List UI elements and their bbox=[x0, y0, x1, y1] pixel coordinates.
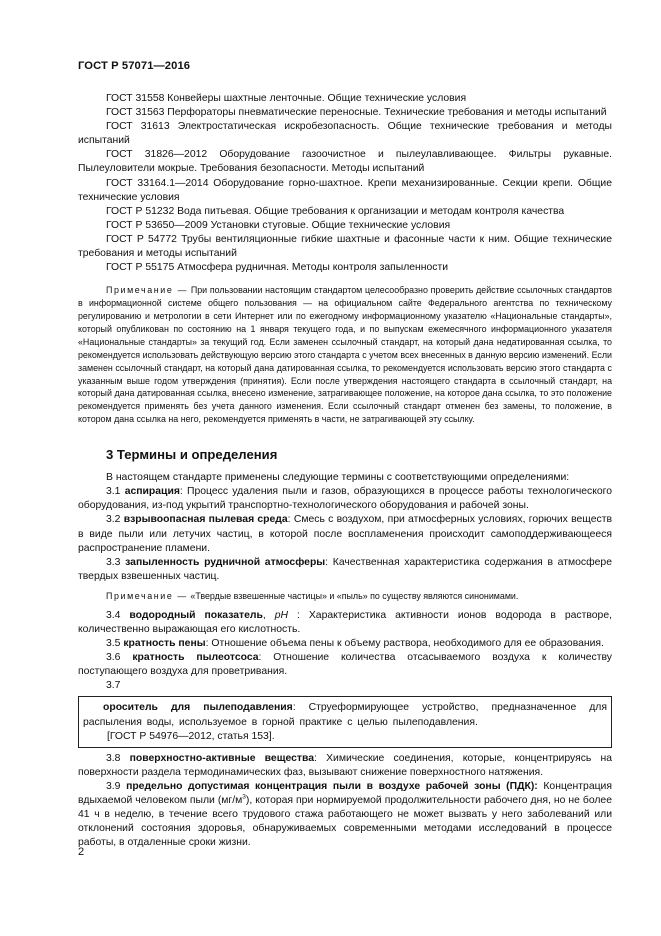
term-definition: : Струеформирующее устройство, предназначенное для распыления воды, используемое в горной практике с целью пылеподавления. bbox=[83, 702, 608, 728]
note-text: При пользовании настоящим стандартом целесообразно проверить действие ссылочных стандартов в информационной системе общего пользования — на официальном сайте Федерального агентства по техническому регулированию и метрологии в сети Интернет или по ежегодному информационному указателю «Национальные стандарты», который опубликован по состоянию на 1 января текущего года, и по выпускам ежемесячного информационного указателя «Национальные стандарты» за текущий год. Если заменен ссылочный стандарт, на который дана недатированная ссылка, то рекомендуется использовать действующую версию этого стандарта с учетом всех внесенных в данную версию изменений. Если заменен ссылочный стандарт, на который дана датированная ссылка, то рекомендуется использовать версию этого стандарта с указанным выше годом утверждения (принятия). Если после утверждения настоящего стандарта в ссылочный стандарт, на который дана датированная ссылка, внесено изменение, затрагивающее положение, на которое дана ссылка, то это положение рекомендуется применять без учета данного изменения. Если ссылочный стандарт отменен без замены, то положение, в котором дана ссылка на него, рекомендуется применять в части, не затрагивающей эту ссылку. bbox=[78, 285, 612, 425]
term-name: предельно допустимая концентрация пыли в воздухе рабочей зоны (ПДК): bbox=[126, 780, 538, 792]
term-number: 3.4 bbox=[106, 609, 121, 621]
reference-item: ГОСТ Р 53650—2009 Установки стуговые. Общие технические условия bbox=[106, 219, 451, 231]
document-body bbox=[78, 92, 612, 850]
reference-item: ГОСТ 31563 Перфораторы пневматические переносные. Технические требования и методы испытаний bbox=[106, 107, 607, 119]
term-definition: : Качественная характеристика содержания в атмосфере твердых взвешенных частиц. bbox=[78, 556, 612, 582]
reference-item: ГОСТ 31613 Электростатическая искробезопасность. Общие технические требования и методы испытаний bbox=[78, 121, 612, 147]
term-name: водородный показатель bbox=[129, 609, 263, 621]
term-name: кратность пены bbox=[123, 638, 206, 650]
section-intro: В настоящем стандарте применены следующие термины с соответствующими определениями: bbox=[106, 472, 570, 484]
term-number: 3.3 bbox=[106, 556, 121, 568]
term-definition: : Смесь с воздухом, при атмосферных условиях, горючих веществ в виде пыли или летучих частиц, в которой после воспламенения происходит самоподдерживающееся распространение пламени. bbox=[78, 514, 612, 554]
term-3-6 bbox=[78, 651, 612, 679]
references-list bbox=[78, 92, 612, 275]
term-name: ороситель для пылеподавления bbox=[103, 702, 293, 714]
term-definition: : Отношение объема пены к объему раствора, необходимого для ее образования. bbox=[205, 638, 604, 650]
term-number: 3.8 bbox=[106, 752, 121, 764]
reference-item: ГОСТ 33164.1—2014 Оборудование горно-шахтное. Крепи механизированные. Секции крепи. Общие технические условия bbox=[78, 177, 612, 203]
term-definition: : Отношение количества отсасываемого воздуха к количеству поступающего воздуха для проветривания. bbox=[78, 652, 612, 678]
term-definition-cont: ), которая при нормируемой продолжительности рабочего дня, но не более 41 ч в неделю, в течение всего трудового стажа работающего не может вызвать у него заболеваний или отклонений состояния здоровья, обнаруживаемых современными методами исследований в процессе работы, в отдаленные сроки жизни. bbox=[78, 794, 612, 849]
reference-item: ГОСТ Р 54772 Трубы вентиляционные гибкие шахтные и фасонные части к ним. Общие технические требования и методы испытаний bbox=[78, 233, 612, 260]
term-name: кратность пылеотсоса bbox=[132, 652, 259, 664]
term-name: аспирация bbox=[124, 486, 180, 498]
term-number: 3.2 bbox=[106, 514, 121, 526]
term-definition: Концентрация вдыхаемой человеком пыли (мг/м bbox=[78, 780, 612, 806]
term-3-5 bbox=[78, 637, 612, 651]
superscript: 3 bbox=[242, 793, 246, 801]
reference-item: ГОСТ Р 51232 Вода питьевая. Общие требования к организации и методам контроля качества bbox=[106, 205, 565, 217]
section-heading: 3 Термины и определения bbox=[106, 447, 278, 463]
note-text: «Твердые взвешенные частицы» и «пыль» по существу являются синонимами. bbox=[190, 590, 519, 601]
term-3-9 bbox=[78, 780, 612, 850]
term-definition: : Характеристика активности ионов водорода в растворе, количественно выражающая его кислотность. bbox=[78, 609, 612, 635]
term-number: 3.9 bbox=[106, 780, 121, 792]
term-3-3 bbox=[78, 556, 612, 584]
reference-item: ГОСТ Р 55175 Атмосфера рудничная. Методы контроля запыленности bbox=[106, 262, 449, 274]
term-3-2 bbox=[78, 513, 612, 555]
term-3-7-box bbox=[78, 696, 612, 747]
term-number: 3.1 bbox=[106, 486, 121, 498]
term-number: 3.6 bbox=[106, 652, 121, 664]
term-3-7-number: 3.7 bbox=[106, 680, 121, 692]
note-label: Примечание — bbox=[106, 285, 189, 296]
term-name: запыленность рудничной атмосферы bbox=[125, 556, 326, 568]
term-3-7 bbox=[83, 701, 607, 729]
term-symbol: pH bbox=[274, 609, 289, 621]
term-number: 3.5 bbox=[106, 638, 121, 650]
term-definition: : Процесс удаления пыли и газов, образующихся в процессе работы технологического оборудования, из-под укрытий транспортно-технологического оборудования и рабочей зоны. bbox=[78, 486, 612, 512]
terms-note bbox=[78, 590, 612, 603]
document-header: ГОСТ Р 57071—2016 bbox=[78, 60, 191, 72]
reference-item: ГОСТ 31558 Конвейеры шахтные ленточные. Общие технические условия bbox=[106, 93, 467, 104]
term-name: поверхностно-активные вещества bbox=[129, 752, 315, 764]
reference-item: ГОСТ 31826—2012 Оборудование газоочистное и пылеулавливающее. Фильтры рукавные. Пылеуловители мокрые. Требования безопасности. Методы испытаний bbox=[78, 149, 612, 175]
term-name: взрывоопасная пылевая среда bbox=[123, 514, 288, 526]
references-note bbox=[78, 284, 612, 426]
term-3-4: 3.4 водородный показатель, pH : Характеристика активности ионов водорода в растворе, количественно выражающая его кислотность. bbox=[78, 609, 612, 635]
term-source: [ГОСТ Р 54976—2012, статья 153]. bbox=[107, 730, 275, 742]
term-definition: : Химические соединения, которые, концентрируясь на поверхности раздела термодинамических фаз, вызывают снижение поверхностного натяжения. bbox=[78, 752, 613, 778]
term-3-1 bbox=[78, 485, 612, 513]
term-3-8 bbox=[78, 752, 612, 780]
page-number: 2 bbox=[78, 846, 85, 858]
note-label: Примечание — bbox=[106, 590, 188, 601]
